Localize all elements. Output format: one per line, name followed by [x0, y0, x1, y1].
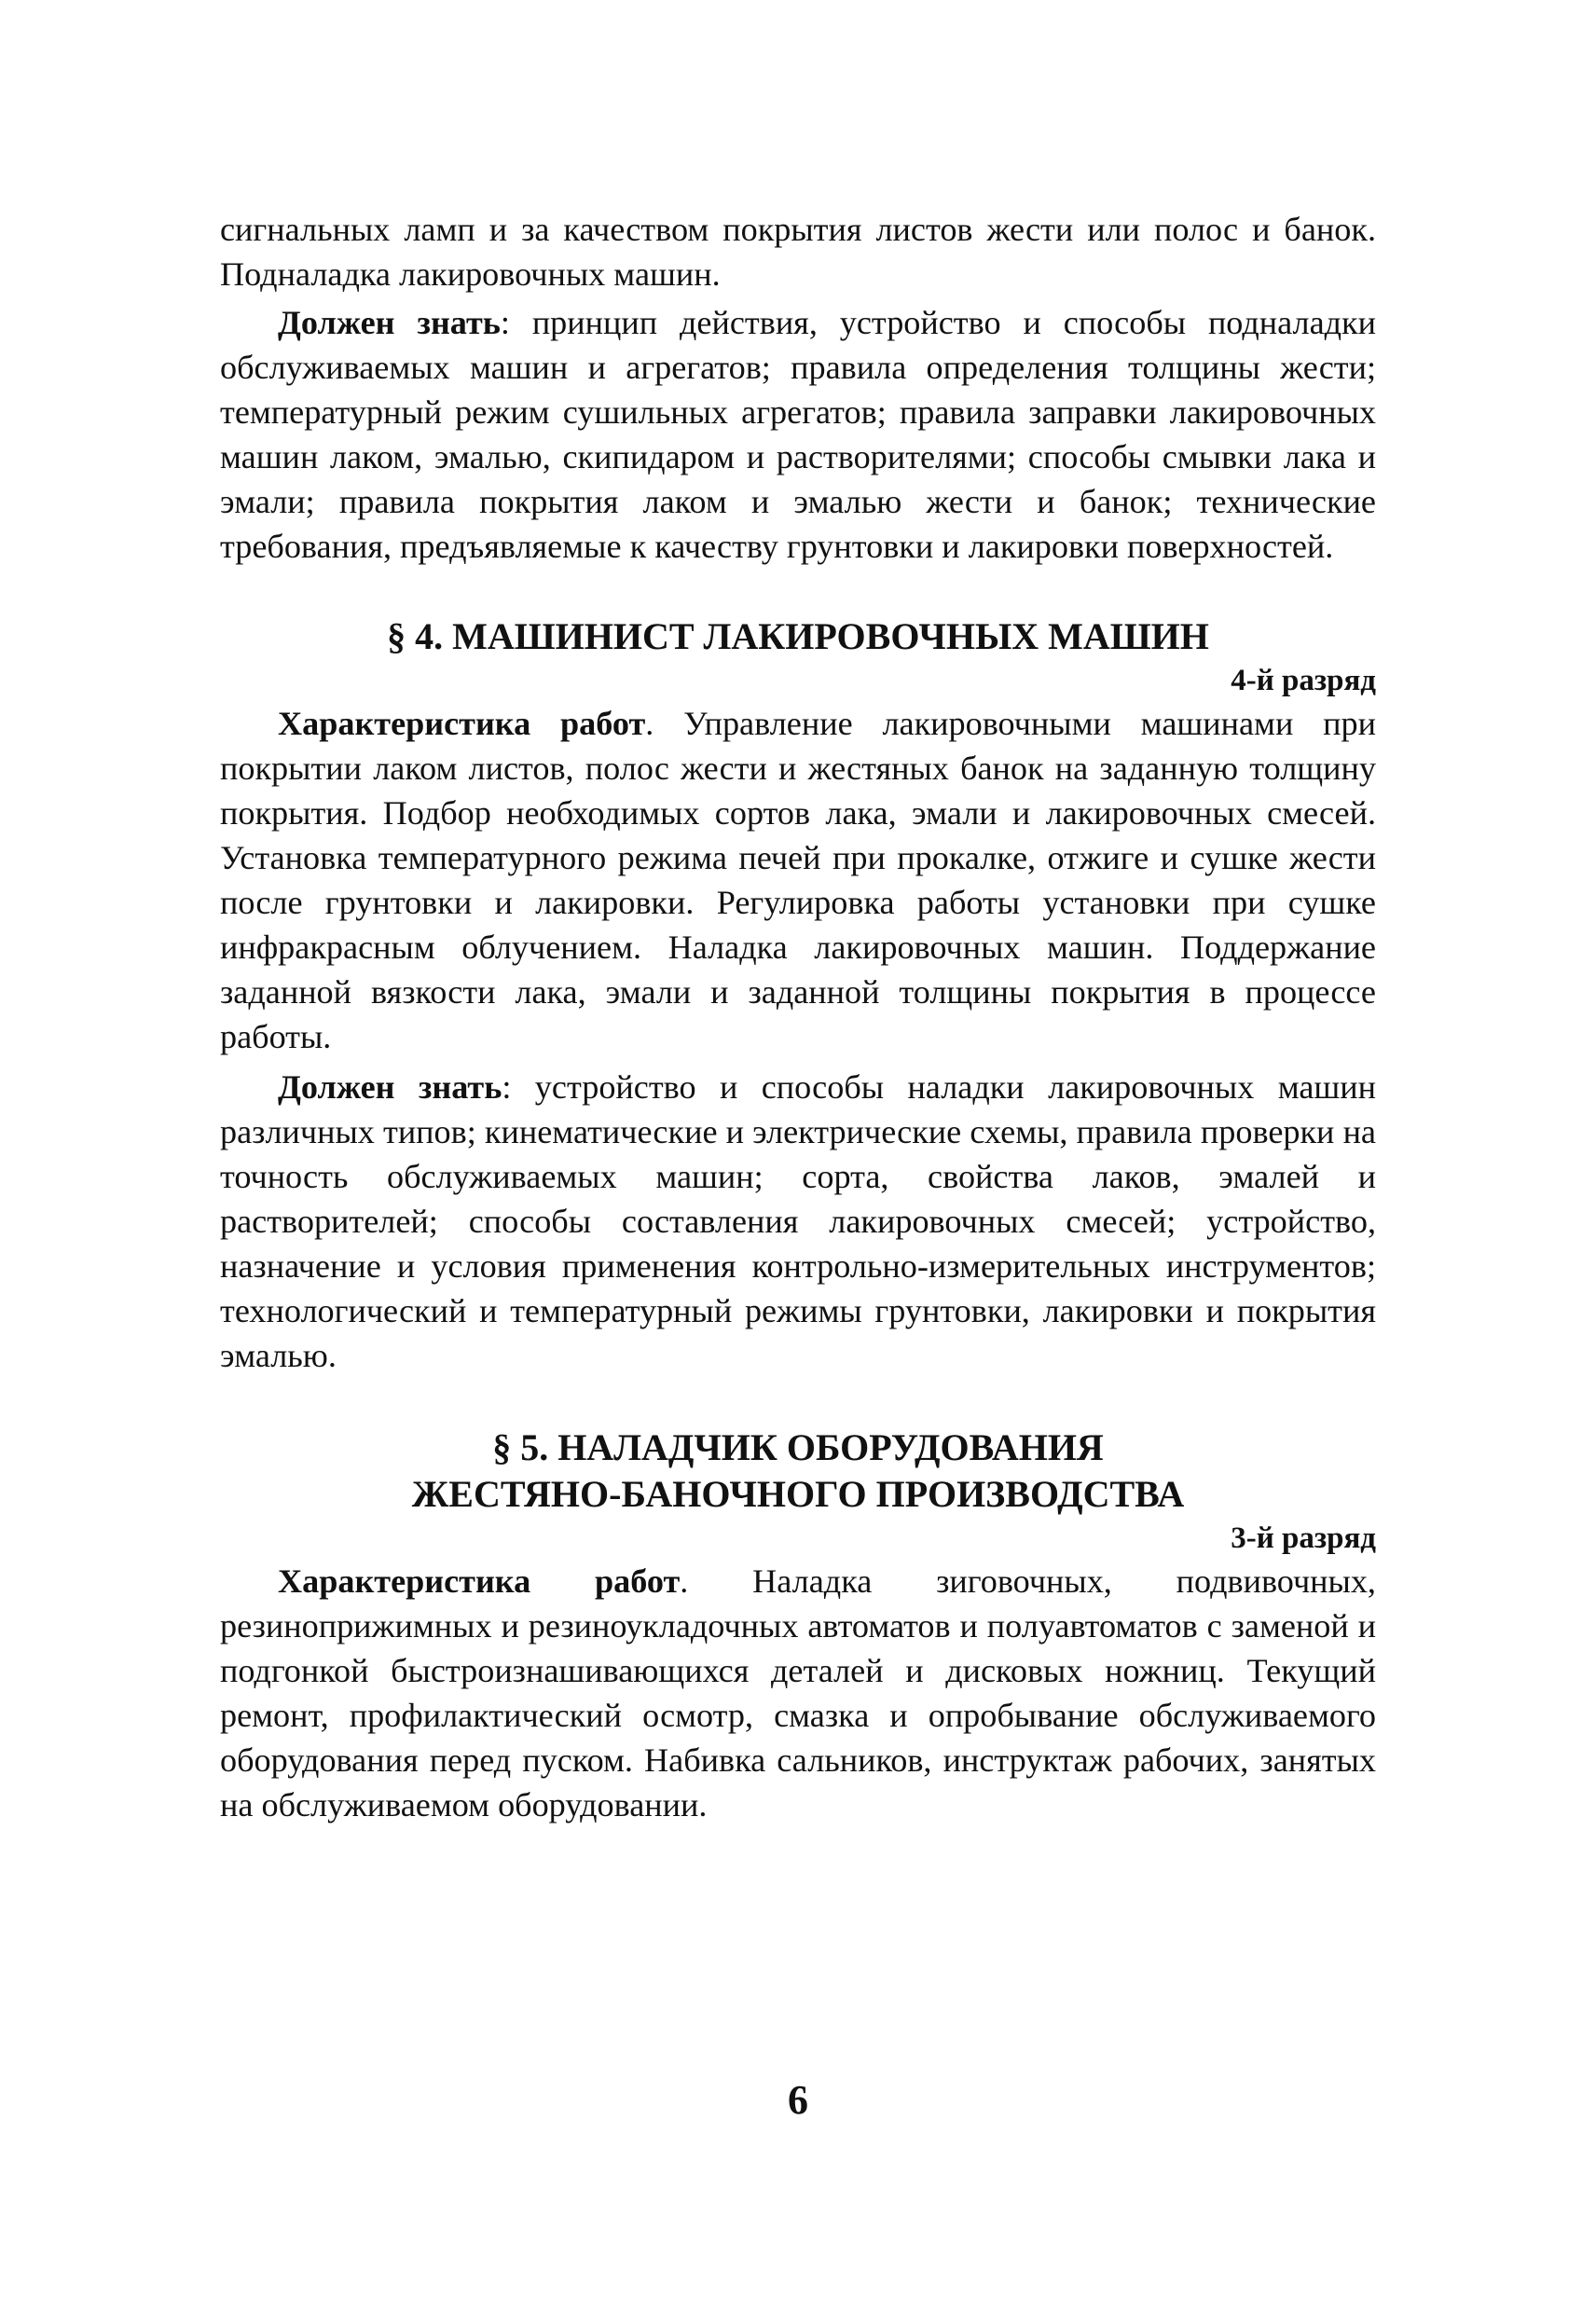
section-4-grade: 4-й разряд	[1231, 664, 1376, 697]
section-5-heading	[220, 1424, 1376, 1518]
section-5-work-text: . Наладка зиговочных, подвивочных, резиноприжимных и резиноукладочных автоматов и полуавтоматов с заменой и подгонкой быстроизнашивающихся деталей и дисковых ножниц. Текущий ремонт, профилактический осмотр, смазка и опробывание обслуживаемого оборудования перед пуском. Набивка сальников, инструктаж рабочих, занятых на обслуживаемом оборудовании.	[220, 1562, 1376, 1823]
section-4-heading: § 4. МАШИНИСТ ЛАКИРОВОЧНЫХ МАШИН	[387, 615, 1209, 657]
requirements-paragraph	[220, 300, 1376, 569]
section-5-grade: 3-й разряд	[1231, 1521, 1376, 1555]
continuation-paragraph: сигнальных ламп и за качеством покрытия листов жести или полос и банок. Подналадка лакировочных машин.	[220, 211, 1376, 293]
requirements-text: : принцип действия, устройство и способы подналадки обслуживаемых машин и агрегатов; правила определения толщины жести; температурный режим сушильных агрегатов; правила заправки лакировочных машин лаком, эмалью, скипидаром и растворителями; способы смывки лака и эмали; правила покрытия лаком и эмалью жести и банок; технические требования, предъявляемые к качеству грунтовки и лакировки поверхностей.	[220, 304, 1376, 565]
section-4-requirements-label: Должен знать	[278, 1068, 502, 1106]
requirements-label: Должен знать	[278, 304, 501, 341]
section-5-heading-line-2: ЖЕСТЯНО-БАНОЧНОГО ПРОИЗВОДСТВА	[411, 1473, 1185, 1515]
section-4-work-label: Характеристика работ	[278, 705, 646, 742]
section-5-work-label: Характеристика работ	[278, 1562, 681, 1600]
section-4-work-text: . Управление лакировочными машинами при покрытии лаком листов, полос жести и жестяных банок на заданную толщину покрытия. Подбор необходимых сортов лака, эмали и лакировочных смесей. Установка температурного режима печей при прокалке, отжиге и сушке жести после грунтовки и лакировки. Регулировка работы установки при сушке инфракрасным облучением. Наладка лакировочных машин. Поддержание заданной вязкости лака, эмали и заданной толщины покрытия в процессе работы.	[220, 705, 1376, 1055]
section-4-requirements-paragraph	[220, 1065, 1376, 1378]
page-number: 6	[788, 2077, 808, 2123]
section-4-work-paragraph	[220, 701, 1376, 1059]
section-5-work-paragraph	[220, 1559, 1376, 1827]
document-page	[220, 207, 1376, 1827]
section-5-heading-line-1: § 5. НАЛАДЧИК ОБОРУДОВАНИЯ	[492, 1426, 1104, 1468]
section-4-requirements-text: : устройство и способы наладки лакировочных машин различных типов; кинематические и электрические схемы, правила проверки на точность обслуживаемых машин; сорта, свойства лаков, эмалей и растворителей; способы составления лакировочных смесей; устройство, назначение и условия применения контрольно-измерительных инструментов; технологический и температурный режимы грунтовки, лакировки и покрытия эмалью.	[220, 1068, 1377, 1374]
